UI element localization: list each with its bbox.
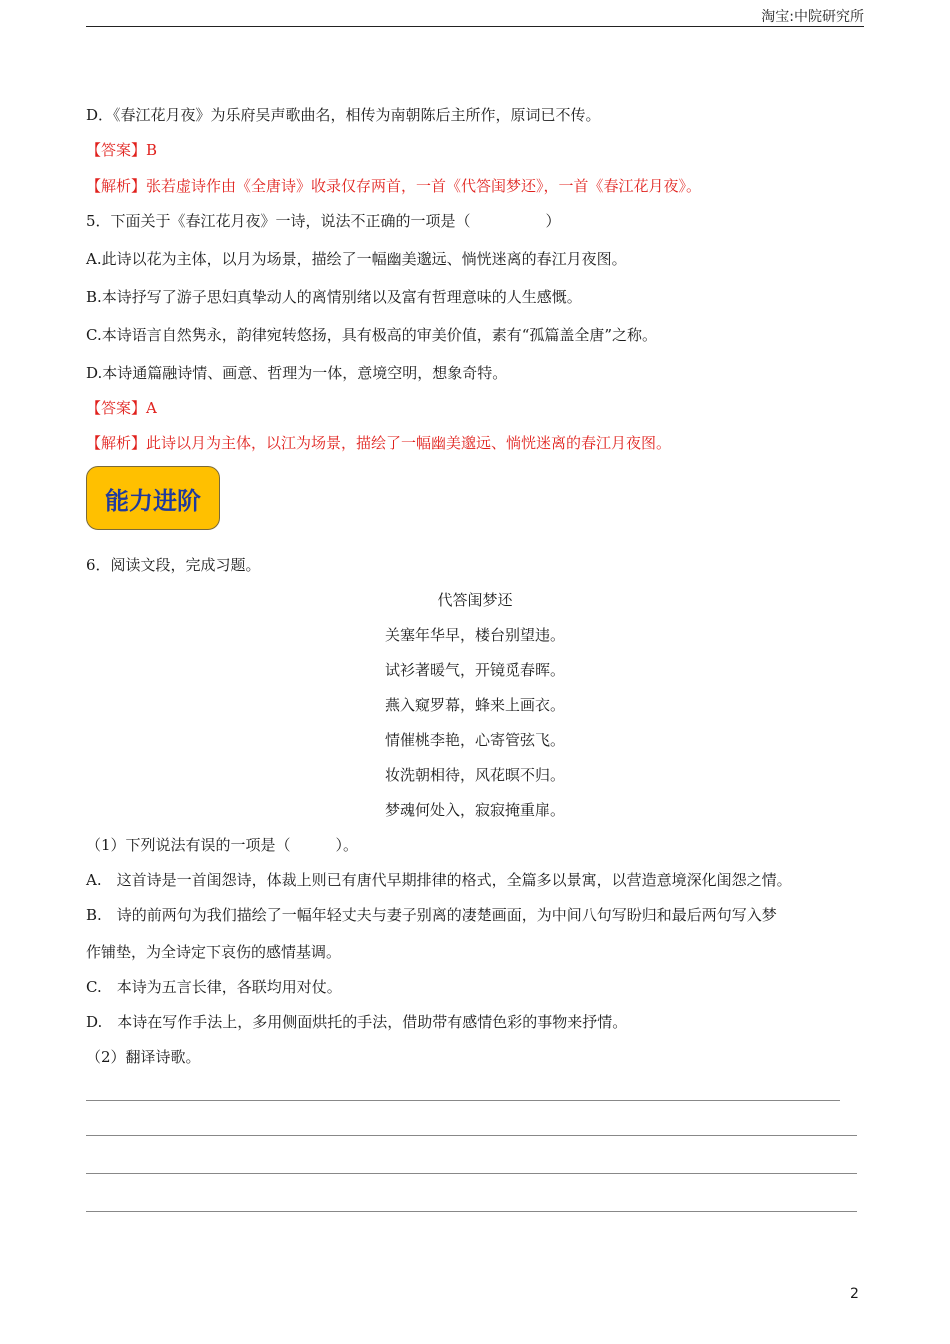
q6-sub1-option-d: D. 本诗在写作手法上，多用侧面烘托的手法，借助带有感情色彩的事物来抒情。	[86, 1013, 628, 1031]
poem-line: 关塞年华早，楼台别望违。	[384, 626, 565, 644]
q5-option-c: C.本诗语言自然隽永，韵律宛转悠扬，具有极高的审美价值，素有“孤篇盖全唐”之称。	[86, 326, 658, 344]
q5-option-b: B.本诗抒写了游子思妇真挚动人的离情别绪以及富有哲理意味的人生感慨。	[86, 288, 582, 306]
page-header	[86, 0, 864, 27]
poem-line: 燕入窥罗幕，蜂来上画衣。	[384, 696, 565, 714]
q4-option-d: D．《春江花月夜》为乐府吴声歌曲名，相传为南朝陈后主所作，原词已不传。	[86, 106, 601, 124]
section-badge-label: 能力进阶	[105, 486, 201, 515]
poem-line: 情催桃李艳，心寄管弦飞。	[384, 731, 565, 749]
q6-sub2-stem: （2）翻译诗歌。	[86, 1048, 201, 1066]
q6-stem: 6．阅读文段，完成习题。	[86, 556, 261, 574]
page-number: 2	[850, 1286, 859, 1302]
q4-answer: 【答案】B	[86, 141, 158, 159]
poem-line: 妆洗朝相待，风花暝不归。	[384, 766, 565, 784]
q4-analysis: 【解析】张若虚诗作由《全唐诗》收录仅存两首，一首《代答闺梦还》，一首《春江花月夜》。	[86, 177, 702, 195]
q6-sub1-option-b-cont: 作铺垫，为全诗定下哀伤的感情基调。	[86, 943, 342, 961]
poem-line: 梦魂何处入，寂寂掩重扉。	[384, 801, 565, 819]
q6-sub1-option-b: B. 诗的前两句为我们描绘了一幅年轻丈夫与妻子别离的凄楚画面，为中间八句写盼归和最后两句写入梦	[86, 906, 777, 924]
q5-stem: 5．下面关于《春江花月夜》一诗，说法不正确的一项是（ ）	[86, 212, 561, 230]
header-shop-label: 淘宝:中院研究所	[761, 9, 864, 25]
q6-sub1-option-a: A. 这首诗是一首闺怨诗，体裁上则已有唐代早期排律的格式，全篇多以景寓，以营造意境深化闺怨之情。	[86, 871, 792, 889]
poem-title: 代答闺梦还	[437, 591, 513, 609]
answer-line[interactable]	[86, 1135, 857, 1136]
q6-sub1-option-c: C. 本诗为五言长律，各联均用对仗。	[86, 978, 342, 996]
q5-option-a: A.此诗以花为主体，以月为场景，描绘了一幅幽美邈远、惝恍迷离的春江月夜图。	[86, 250, 627, 268]
answer-line[interactable]	[86, 1211, 857, 1212]
section-badge	[86, 466, 220, 530]
answer-line[interactable]	[86, 1100, 840, 1101]
q5-option-d: D.本诗通篇融诗情、画意、哲理为一体，意境空明，想象奇特。	[86, 364, 508, 382]
q6-sub1-stem: （1）下列说法有误的一项是（ ）。	[86, 836, 359, 854]
poem-line: 试衫著暖气，开镜觅春晖。	[384, 661, 565, 679]
answer-line[interactable]	[86, 1173, 857, 1174]
q5-answer: 【答案】A	[86, 399, 157, 417]
q5-analysis: 【解析】此诗以月为主体，以江为场景，描绘了一幅幽美邈远、惝恍迷离的春江月夜图。	[86, 434, 672, 452]
